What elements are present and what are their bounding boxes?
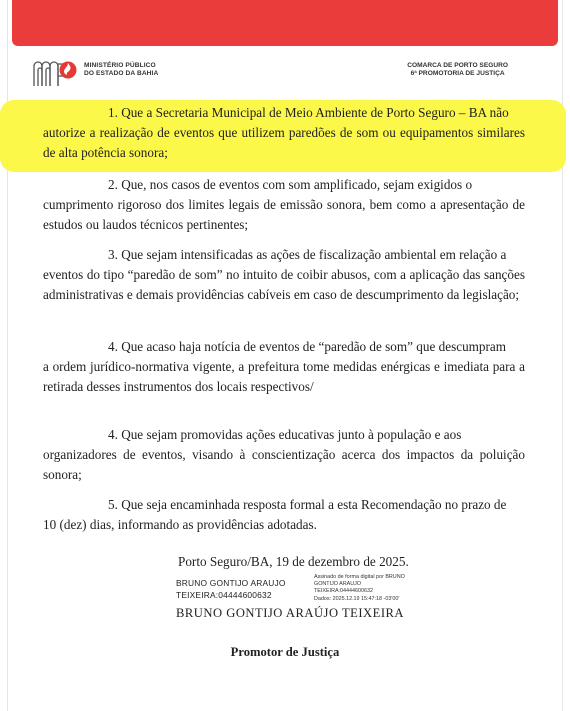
- org-left-line1: MINISTÉRIO PÚBLICO: [84, 62, 156, 69]
- header-red-bar: [12, 0, 558, 46]
- document-date: Porto Seguro/BA, 19 de dezembro de 2025.: [178, 554, 409, 569]
- mp-bahia-logo-icon: [32, 58, 78, 88]
- paragraph-2-first-line: 2. Que, nos casos de eventos com som amplificado, sejam exigidos o: [108, 177, 473, 192]
- signature-detail-2: GONTIJO ARAUJO: [314, 581, 362, 588]
- paragraph-6-rest: 10 (dez) dias, informando as providências adotadas.: [43, 517, 317, 532]
- paragraph-2-rest: cumprimento rigoroso dos limites legais de emissão sonora, bem como a apresentação de estudos ou laudos técnicos pertinentes;: [43, 197, 525, 232]
- paragraph-2: [43, 175, 525, 235]
- paragraph-4-first-line: 4. Que acaso haja notícia de eventos de “paredão de som” que descumpram: [108, 339, 507, 354]
- paragraph-6: [43, 495, 525, 535]
- signature-name-line1: BRUNO GONTIJO ARAUJO: [176, 578, 286, 588]
- paragraph-5-rest: organizadores de eventos, visando à conscientização acerca dos impactos da poluição sonora;: [43, 447, 525, 482]
- digital-signature-details: [314, 574, 405, 603]
- paragraph-4-rest: a ordem jurídico-normativa vigente, a prefeitura tome medidas enérgicas e imediata para a retirada desses instrumentos dos locais respectivos/: [43, 359, 525, 394]
- signature-detail-1: Assinado de forma digital por BRUNO: [314, 574, 405, 580]
- signer-role: Promotor de Justiça: [230, 645, 340, 659]
- paragraph-3: [43, 245, 525, 305]
- paragraph-3-first-line: 3. Que sejam intensificadas as ações de fiscalização ambiental em relação a: [108, 247, 507, 262]
- signature-detail-3: TEIXEIRA:04444600632: [314, 588, 374, 595]
- signature-detail-4: Dados: 2025.12.19 15:47:18 -03'00': [314, 595, 400, 602]
- paragraph-5: [43, 425, 525, 485]
- org-right-line1: COMARCA DE PORTO SEGURO: [407, 62, 508, 69]
- org-left-line2: DO ESTADO DA BAHIA: [84, 70, 159, 77]
- paragraph-1: [43, 103, 525, 163]
- org-right-line2: 6ª PROMOTORIA DE JUSTIÇA: [410, 70, 505, 77]
- paragraph-3-rest: eventos do tipo “paredão de som” no intuito de coibir abusos, com a aplicação das sanções administrativas e demais providências cabíveis em caso de descumprimento da legislação;: [43, 267, 525, 302]
- paragraph-5-first-line: 4. Que sejam promovidas ações educativas junto à população e aos: [108, 427, 462, 442]
- digital-signature-name: [176, 577, 286, 601]
- org-name-right: [407, 62, 508, 78]
- paragraph-6-first-line: 5. Que seja encaminhada resposta formal a esta Recomendação no prazo de: [108, 497, 507, 512]
- paragraph-1-rest: autorize a realização de eventos que utilizem paredões de som ou equipamentos similares de alta potência sonora;: [43, 125, 525, 160]
- paragraph-4: [43, 337, 525, 397]
- signer-name: BRUNO GONTIJO ARAÚJO TEIXEIRA: [176, 606, 405, 620]
- signature-name-line2: TEIXEIRA:04444600632: [176, 590, 272, 600]
- org-name-left: [84, 62, 158, 78]
- paragraph-1-first-line: 1. Que a Secretaria Municipal de Meio Ambiente de Porto Seguro – BA não: [108, 105, 509, 120]
